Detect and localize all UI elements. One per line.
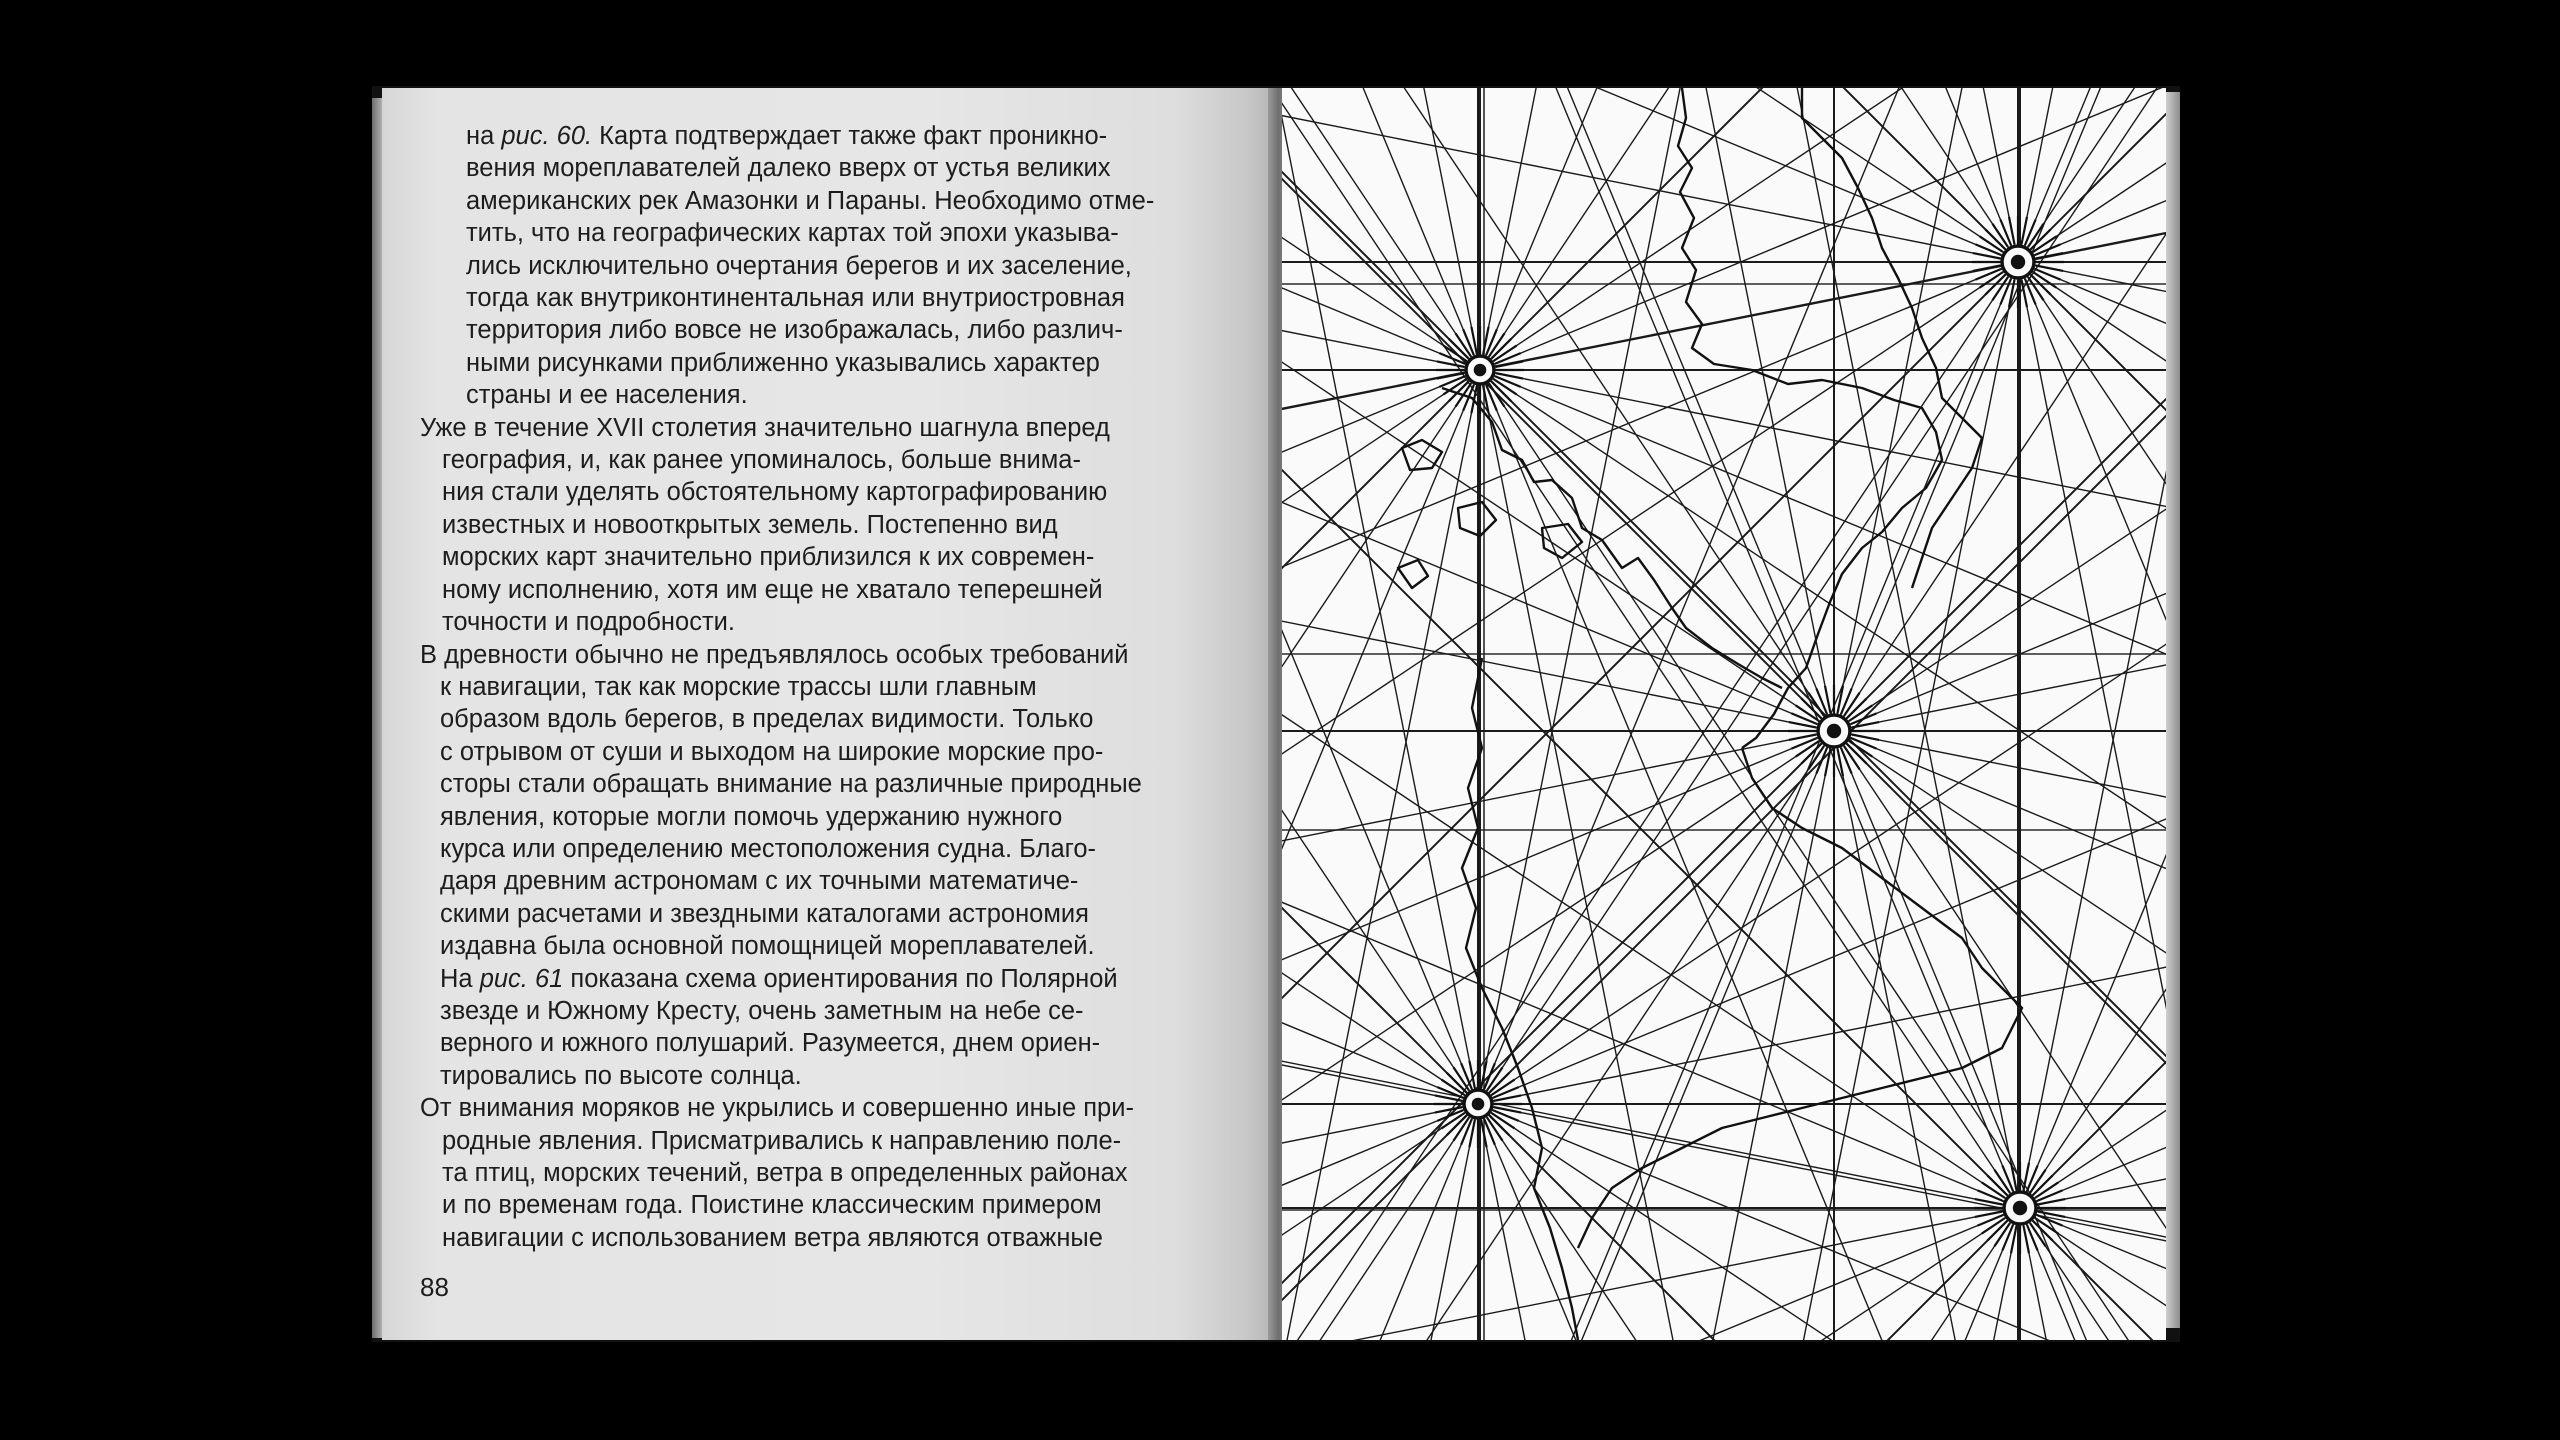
text-line: ния стали уделять обстоятельному картографированию xyxy=(442,478,1108,507)
text-line: тить, что на географических картах той эпохи указыва- xyxy=(466,219,1119,248)
right-page-edge xyxy=(2164,92,2180,1328)
text-line: территория либо вовсе не изображалась, либо различ- xyxy=(466,316,1123,345)
text-line: курса или определению местоположения судна. Благо- xyxy=(440,834,1097,863)
text-line: к навигации, так как морские трассы шли главным xyxy=(440,672,1037,701)
text-line: география, и, как ранее упоминалось, больше внима- xyxy=(442,446,1081,475)
compass-rose-icon xyxy=(1788,685,1880,777)
text-line: От внимания моряков не укрылись и совершенно иные при- xyxy=(420,1094,1134,1123)
text-line: звезде и Южному Кресту, очень заметным на небе се- xyxy=(440,996,1084,1025)
text-line: та птиц, морских течений, ветра в определенных районах xyxy=(442,1159,1128,1187)
left-page xyxy=(382,88,1282,1340)
text-line: Уже в течение XVII столетия значительно шагнула вперед xyxy=(420,413,1110,442)
right-page xyxy=(1282,88,2166,1340)
text-line: ными рисунками приближенно указывались характер xyxy=(466,348,1100,377)
text-line: американских рек Амазонки и Параны. Необходимо отме- xyxy=(466,186,1155,215)
text-line: тировались по высоте солнца. xyxy=(440,1061,802,1090)
compass-rose-icon xyxy=(1436,326,1524,414)
compass-rose-icon xyxy=(1972,216,2064,308)
text-line: лись исключительно очертания берегов и их заселение, xyxy=(466,251,1132,280)
text-line: вения мореплавателей далеко вверх от устья великих xyxy=(466,154,1111,183)
text-line: даря древним астрономам с их точными математиче- xyxy=(440,867,1079,896)
compass-rose-icon xyxy=(1974,1162,2066,1254)
text-line: и по временам года. Поистине классическим примером xyxy=(442,1191,1102,1220)
text-line: верного и южного полушарий. Разумеется, днем ориен- xyxy=(440,1029,1101,1058)
page-number: 88 xyxy=(420,1272,449,1302)
text-line: На рис. 61 показана схема ориентирования по Полярной xyxy=(440,964,1118,993)
text-line: навигации с использованием ветра являются отважные xyxy=(442,1223,1103,1252)
portolan-map-illustration xyxy=(1282,88,2166,1340)
text-line: сторы стали обращать внимание на различные природные xyxy=(440,770,1142,799)
body-text xyxy=(420,120,1220,1254)
text-line: родные явления. Присматривались к направлению поле- xyxy=(442,1126,1122,1155)
text-line: с отрывом от суши и выходом на широкие морские про- xyxy=(440,737,1104,766)
text-line: ному исполнению, хотя им еще не хватало теперешней xyxy=(442,575,1103,604)
compass-rose-icon xyxy=(1434,1060,1522,1148)
text-line: на рис. 60. Карта подтверждает также факт проникно- xyxy=(466,122,1108,150)
text-line: В древности обычно не предъявлялось особых требований xyxy=(420,640,1129,669)
text-line: страны и ее населения. xyxy=(466,381,748,410)
text-line: образом вдоль берегов, в пределах видимости. Только xyxy=(440,705,1094,734)
text-line: морских карт значительно приблизился к их современ- xyxy=(442,543,1095,572)
text-line: скими расчетами и звездными каталогами астрономия xyxy=(440,899,1089,928)
text-line: точности и подробности. xyxy=(442,608,735,637)
text-line: известных и новооткрытых земель. Постепенно вид xyxy=(442,510,1058,539)
text-line: явления, которые могли помочь удержанию нужного xyxy=(440,802,1063,831)
text-line: издавна была основной помощницей мореплавателей. xyxy=(440,932,1095,961)
text-line: тогда как внутриконтинентальная или внутриостровная xyxy=(466,284,1125,313)
